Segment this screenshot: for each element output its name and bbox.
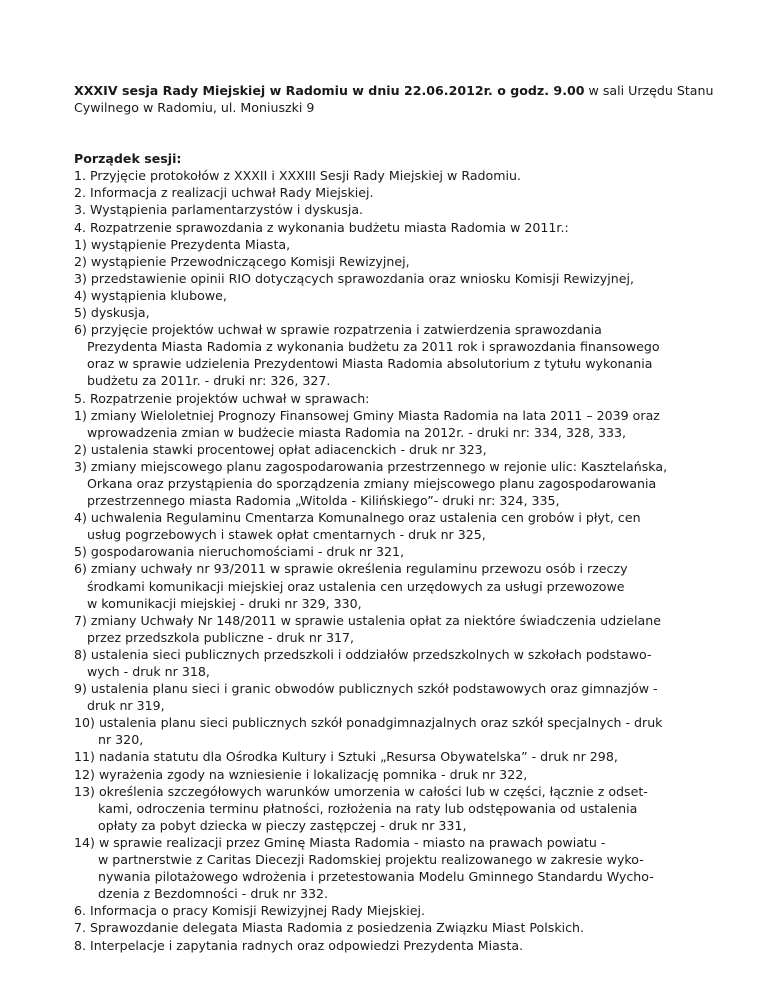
agenda-item: 7. Sprawozdanie delegata Miasta Radomia z posiedzenia Związku Miast Polskich. bbox=[74, 920, 585, 936]
agenda-item: 4. Rozpatrzenie sprawozdania z wykonania budżetu miasta Radomia w 2011r.: bbox=[74, 219, 569, 235]
agenda-subitem: 13) określenia szczegółowych warunków umorzenia w całości lub w części, łącznie z odset- bbox=[74, 783, 648, 799]
agenda-title: Porządek sesji: bbox=[74, 151, 182, 167]
agenda-item: 6. Informacja o pracy Komisji Rewizyjnej Rady Miejskiej. bbox=[74, 903, 425, 919]
agenda-subitem-cont: dzenia z Bezdomności - druk nr 332. bbox=[98, 886, 329, 902]
agenda-subitem-cont: nr 320, bbox=[98, 732, 144, 748]
agenda-subitem-cont: Prezydenta Miasta Radomia z wykonania budżetu za 2011 rok i sprawozdania finansowego bbox=[87, 339, 660, 355]
agenda-item: 1. Przyjęcie protokołów z XXXII i XXXIII Sesji Rady Miejskiej w Radomiu. bbox=[74, 168, 521, 184]
agenda-subitem-cont: w komunikacji miejskiej - druki nr 329, 330, bbox=[87, 595, 362, 611]
agenda-item: 2. Informacja z realizacji uchwał Rady Miejskiej. bbox=[74, 185, 374, 201]
agenda-subitem-cont: opłaty za pobyt dziecka w pieczy zastępczej - druk nr 331, bbox=[98, 817, 467, 833]
agenda-subitem: 4) uchwalenia Regulaminu Cmentarza Komunalnego oraz ustalenia cen grobów i płyt, cen bbox=[74, 510, 641, 526]
agenda-subitem: 5) gospodarowania nieruchomościami - druk nr 321, bbox=[74, 544, 405, 560]
agenda-subitem: 5) dyskusja, bbox=[74, 305, 150, 321]
agenda-subitem: 8) ustalenia sieci publicznych przedszkoli i oddziałów przedszkolnych w szkołach podstawo- bbox=[74, 646, 652, 662]
agenda-item: 8. Interpelacje i zapytania radnych oraz odpowiedzi Prezydenta Miasta. bbox=[74, 937, 524, 953]
agenda-subitem: 11) nadania statutu dla Ośrodka Kultury i Sztuki „Resursa Obywatelska” - druk nr 298, bbox=[74, 749, 618, 765]
session-location: w sali Urzędu Stanu bbox=[584, 83, 714, 98]
agenda-subitem: 2) ustalenia stawki procentowej opłat adiacenckich - druk nr 323, bbox=[74, 441, 487, 457]
agenda-subitem: 1) zmiany Wieloletniej Prognozy Finansowej Gminy Miasta Radomia na lata 2011 – 2039 oraz bbox=[74, 407, 660, 423]
agenda-subitem: 7) zmiany Uchwały Nr 148/2011 w sprawie ustalenia opłat za niektóre świadczenia udzielane bbox=[74, 612, 661, 628]
agenda-subitem-cont: przestrzennego miasta Radomia „Witolda - Kilińskiego”- druki nr: 324, 335, bbox=[87, 493, 560, 509]
agenda-subitem-cont: środkami komunikacji miejskiej oraz ustalenia cen urzędowych za usługi przewozowe bbox=[87, 578, 625, 594]
agenda-subitem-cont: kami, odroczenia terminu płatności, rozłożenia na raty lub odstępowania od ustalenia bbox=[98, 800, 638, 816]
agenda-subitem: 12) wyrażenia zgody na wzniesienie i lokalizację pomnika - druk nr 322, bbox=[74, 766, 528, 782]
agenda-subitem-cont: druk nr 319, bbox=[87, 698, 165, 714]
agenda-subitem-cont: nywania pilotażowego wdrożenia i przetestowania Modelu Gminnego Standardu Wycho- bbox=[98, 869, 654, 885]
agenda-subitem: 6) przyjęcie projektów uchwał w sprawie rozpatrzenia i zatwierdzenia sprawozdania bbox=[74, 322, 602, 338]
agenda-subitem: 14) w sprawie realizacji przez Gminę Miasta Radomia - miasto na prawach powiatu - bbox=[74, 834, 606, 850]
header-line-2: Cywilnego w Radomiu, ul. Moniuszki 9 bbox=[74, 100, 315, 116]
agenda-subitem-cont: w partnerstwie z Caritas Diecezji Radomskiej projektu realizowanego w zakresie wyko- bbox=[98, 852, 644, 868]
agenda-subitem-cont: Orkana oraz przystąpienia do sporządzenia zmiany miejscowego planu zagospodarowania bbox=[87, 475, 657, 491]
agenda-subitem: 6) zmiany uchwały nr 93/2011 w sprawie określenia regulaminu przewozu osób i rzeczy bbox=[74, 561, 628, 577]
agenda-subitem: 4) wystąpienia klubowe, bbox=[74, 287, 227, 303]
agenda-subitem: 3) przedstawienie opinii RIO dotyczących sprawozdania oraz wniosku Komisji Rewizyjnej, bbox=[74, 270, 634, 286]
agenda-subitem: 9) ustalenia planu sieci i granic obwodów publicznych szkół podstawowych oraz gimnazjów - bbox=[74, 681, 658, 697]
document-page bbox=[74, 82, 714, 954]
agenda-subitem: 1) wystąpienie Prezydenta Miasta, bbox=[74, 236, 291, 252]
agenda-subitem-cont: przez przedszkola publiczne - druk nr 317, bbox=[87, 629, 355, 645]
agenda-subitem-cont: oraz w sprawie udzielenia Prezydentowi Miasta Radomia absolutorium z tytułu wykonania bbox=[87, 356, 653, 372]
agenda-subitem: 10) ustalenia planu sieci publicznych szkół ponadgimnazjalnych oraz szkół specjalnych - druk bbox=[74, 715, 663, 731]
session-header bbox=[74, 82, 714, 116]
agenda-list bbox=[74, 167, 704, 953]
agenda-item: 3. Wystąpienia parlamentarzystów i dyskusja. bbox=[74, 202, 364, 218]
agenda-subitem: 3) zmiany miejscowego planu zagospodarowania przestrzennego w rejonie ulic: Kasztelańska, bbox=[74, 458, 668, 474]
agenda-subitem-cont: usług pogrzebowych i stawek opłat cmentarnych - druk nr 325, bbox=[87, 527, 486, 543]
session-title: XXXIV sesja Rady Miejskiej w Radomiu w dniu 22.06.2012r. o godz. 9.00 bbox=[74, 83, 585, 98]
agenda-subitem-cont: budżetu za 2011r. - druki nr: 326, 327. bbox=[87, 373, 331, 389]
agenda-subitem-cont: wprowadzenia zmian w budżecie miasta Radomia na 2012r. - druki nr: 334, 328, 333, bbox=[87, 424, 627, 440]
agenda-item: 5. Rozpatrzenie projektów uchwał w sprawach: bbox=[74, 390, 370, 406]
agenda-subitem-cont: wych - druk nr 318, bbox=[87, 664, 210, 679]
agenda-subitem: 2) wystąpienie Przewodniczącego Komisji Rewizyjnej, bbox=[74, 253, 410, 269]
header-line-1 bbox=[74, 82, 714, 99]
